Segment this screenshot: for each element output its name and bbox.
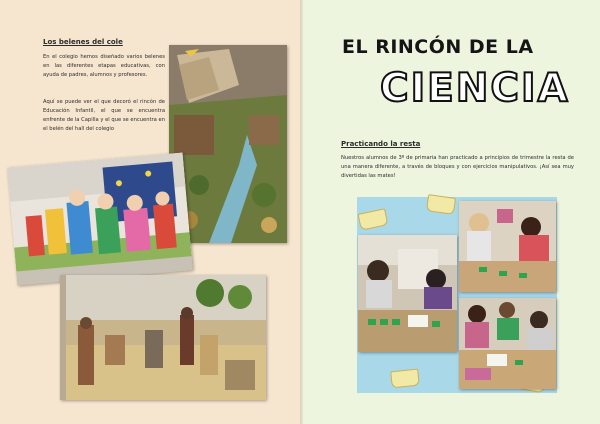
left-paragraph-2: Aquí se puede ver el que decoró el rincón de Educación Infantil, el que se encuentra enfrente de la Capilla y el que se encuentra en el belén del hall del colegio bbox=[43, 99, 165, 132]
left-heading: Los belenes del cole bbox=[43, 38, 123, 46]
boy-with-blocks-photo bbox=[358, 235, 457, 352]
page-spine bbox=[300, 0, 303, 424]
hall-nativity-figures-photo bbox=[60, 275, 266, 400]
book-doodle-icon bbox=[390, 369, 420, 389]
right-heading: Practicando la resta bbox=[341, 140, 421, 148]
left-paragraph-1: En el colegio hemos diseñado varios belenes en las diferentes etapas educativas, con ayuda de padres, alumnos y profesores. bbox=[43, 54, 165, 78]
page-title-line1: EL RINCÓN DE LA bbox=[342, 36, 534, 58]
right-paragraph: Nuestros alumnos de 3º de primaria han practicado a principios de trimestre la resta de una manera diferente, a través de bloques y con ejercicios manipulativos. ¡Así sea muy divertidas las mates! bbox=[341, 155, 574, 179]
infantil-cardboard-figures-photo bbox=[7, 153, 193, 286]
girls-at-table-photo bbox=[459, 201, 556, 292]
kids-group-photo bbox=[459, 298, 556, 389]
page-title-ciencia: CIENCIA bbox=[380, 66, 570, 111]
